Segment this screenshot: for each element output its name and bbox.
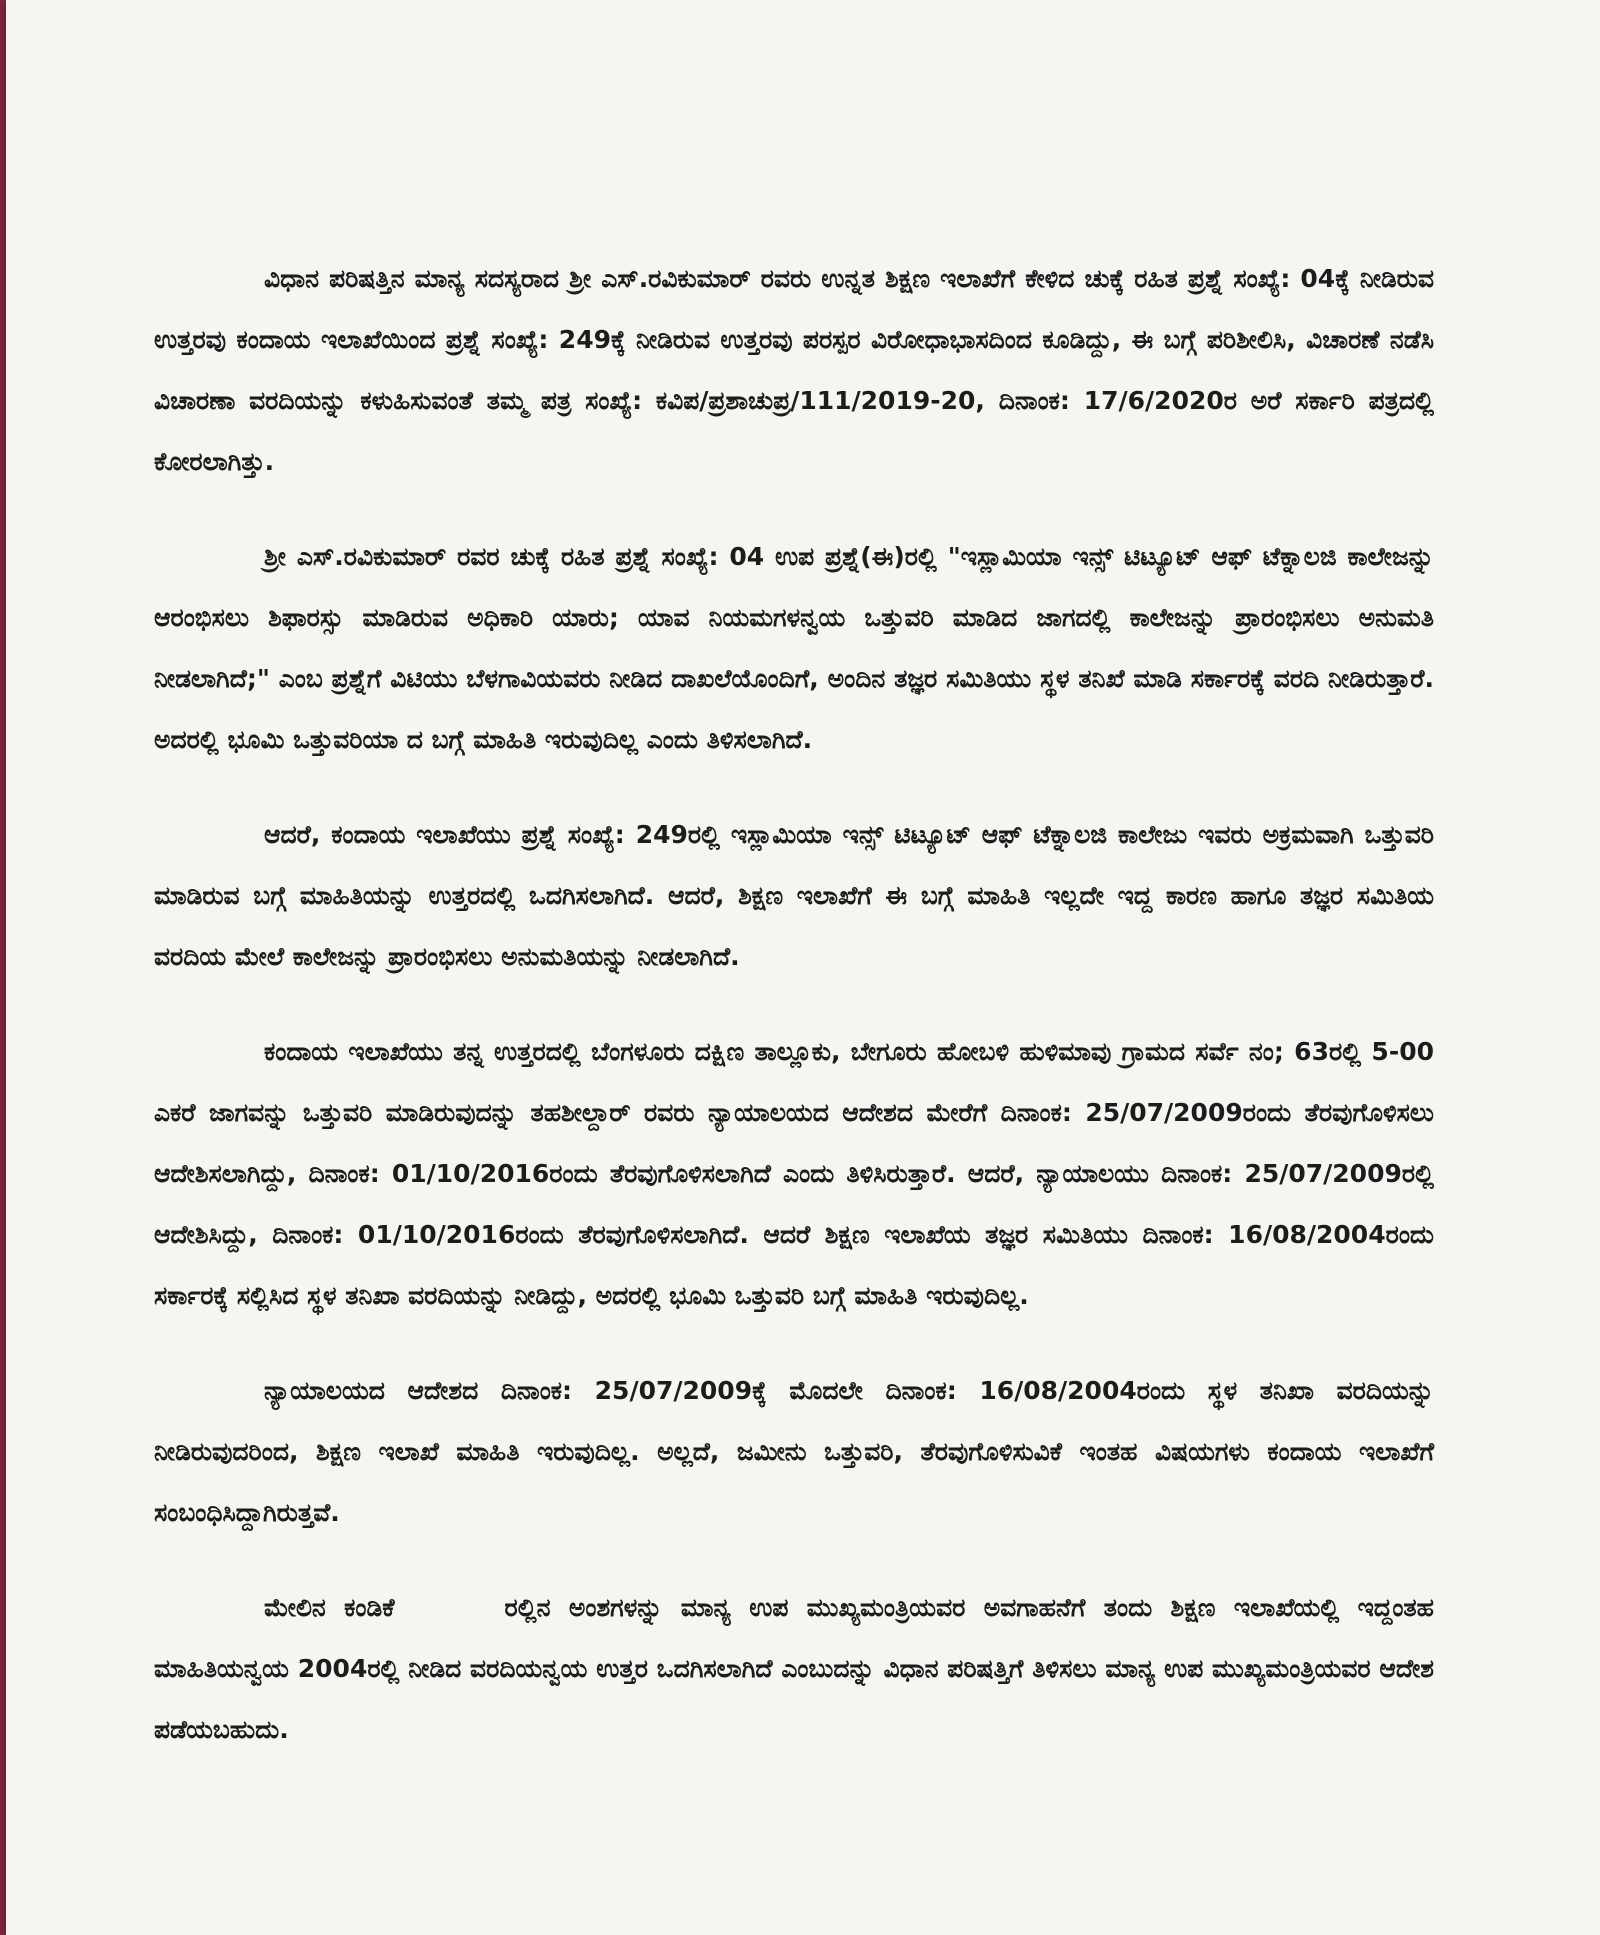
- paragraph-6-rest: ರಲ್ಲಿನ ಅಂಶಗಳನ್ನು ಮಾನ್ಯ ಉಪ ಮುಖ್ಯಮಂತ್ರಿಯವರ ಅವಗಾಹನೆಗೆ ತಂದು ಶಿಕ್ಷಣ ಇಲಾಖೆಯಲ್ಲಿ ಇದ್ದಂತಹ ಮಾಹಿತಿಯನ್ವಯ 2004ರಲ್ಲಿ ನೀಡಿದ ವರದಿಯನ್ವಯ ಉತ್ತರ ಒದಗಿಸಲಾಗಿದೆ ಎಂಬುದನ್ನು ವಿಧಾನ ಪರಿಷತ್ತಿಗೆ ತಿಳಿಸಲು ಮಾನ್ಯ ಉಪ ಮುಖ್ಯಮಂತ್ರಿಯವರ ಆದೇಶ ಪಡೆಯಬಹುದು.: [154, 1593, 1434, 1744]
- paragraph-2: ಶ್ರೀ ಎಸ್.ರವಿಕುಮಾರ್ ರವರ ಚುಕ್ಕೆ ರಹಿತ ಪ್ರಶ್ನೆ ಸಂಖ್ಯೆ: 04 ಉಪ ಪ್ರಶ್ನೆ(ಈ)ರಲ್ಲಿ "ಇಸ್ಲಾಮಿಯಾ ಇನ್ಸ್ ಟಿಟ್ಯೂಟ್ ಆಫ್ ಟೆಕ್ನಾಲಜಿ ಕಾಲೇಜನ್ನು ಆರಂಭಿಸಲು ಶಿಫಾರಸ್ಸು ಮಾಡಿರುವ ಅಧಿಕಾರಿ ಯಾರು; ಯಾವ ನಿಯಮಗಳನ್ವಯ ಒತ್ತುವರಿ ಮಾಡಿದ ಜಾಗದಲ್ಲಿ ಕಾಲೇಜನ್ನು ಪ್ರಾರಂಭಿಸಲು ಅನುಮತಿ ನೀಡಲಾಗಿದೆ;" ಎಂಬ ಪ್ರಶ್ನೆಗೆ ವಿಟಿಯು ಬೆಳಗಾವಿಯವರು ನೀಡಿದ ದಾಖಲೆಯೊಂದಿಗೆ, ಅಂದಿನ ತಜ್ಞರ ಸಮಿತಿಯು ಸ್ಥಳ ತನಿಖೆ ಮಾಡಿ ಸರ್ಕಾರಕ್ಕೆ ವರದಿ ನೀಡಿರುತ್ತಾರೆ. ಅದರಲ್ಲಿ ಭೂಮಿ ಒತ್ತುವರಿಯಾ ದ ಬಗ್ಗೆ ಮಾಹಿತಿ ಇರುವುದಿಲ್ಲ ಎಂದು ತಿಳಿಸಲಾಗಿದೆ.: [154, 542, 1434, 754]
- paragraph-4: ಕಂದಾಯ ಇಲಾಖೆಯು ತನ್ನ ಉತ್ತರದಲ್ಲಿ ಬೆಂಗಳೂರು ದಕ್ಷಿಣ ತಾಲ್ಲೂಕು, ಬೇಗೂರು ಹೋಬಳಿ ಹುಳಿಮಾವು ಗ್ರಾಮದ ಸರ್ವೆ ನಂ; 63ರಲ್ಲಿ 5-00 ಎಕರೆ ಜಾಗವನ್ನು ಒತ್ತುವರಿ ಮಾಡಿರುವುದನ್ನು ತಹಶೀಲ್ದಾರ್ ರವರು ನ್ಯಾಯಾಲಯದ ಆದೇಶದ ಮೇರೆಗೆ ದಿನಾಂಕ: 25/07/2009ರಂದು ತೆರವುಗೊಳಿಸಲು ಆದೇಶಿಸಲಾಗಿದ್ದು, ದಿನಾಂಕ: 01/10/2016ರಂದು ತೆರವುಗೊಳಿಸಲಾಗಿದೆ ಎಂದು ತಿಳಿಸಿರುತ್ತಾರೆ. ಆದರೆ, ನ್ಯಾಯಾಲಯು ದಿನಾಂಕ: 25/07/2009ರಲ್ಲಿ ಆದೇಶಿಸಿದ್ದು, ದಿನಾಂಕ: 01/10/2016ರಂದು ತೆರವುಗೊಳಿಸಲಾಗಿದೆ. ಆದರೆ ಶಿಕ್ಷಣ ಇಲಾಖೆಯ ತಜ್ಞರ ಸಮಿತಿಯು ದಿನಾಂಕ: 16/08/2004ರಂದು ಸರ್ಕಾರಕ್ಕೆ ಸಲ್ಲಿಸಿದ ಸ್ಥಳ ತನಿಖಾ ವರದಿಯನ್ನು ನೀಡಿದ್ದು, ಅದರಲ್ಲಿ ಭೂಮಿ ಒತ್ತುವರಿ ಬಗ್ಗೆ ಮಾಹಿತಿ ಇರುವುದಿಲ್ಲ.: [154, 1037, 1434, 1310]
- paragraph-1: ವಿಧಾನ ಪರಿಷತ್ತಿನ ಮಾನ್ಯ ಸದಸ್ಯರಾದ ಶ್ರೀ ಎಸ್.ರವಿಕುಮಾರ್ ರವರು ಉನ್ನತ ಶಿಕ್ಷಣ ಇಲಾಖೆಗೆ ಕೇಳಿದ ಚುಕ್ಕೆ ರಹಿತ ಪ್ರಶ್ನೆ ಸಂಖ್ಯೆ: 04ಕ್ಕೆ ನೀಡಿರುವ ಉತ್ತರವು ಕಂದಾಯ ಇಲಾಖೆಯಿಂದ ಪ್ರಶ್ನೆ ಸಂಖ್ಯೆ: 249ಕ್ಕೆ ನೀಡಿರುವ ಉತ್ತರವು ಪರಸ್ಪರ ವಿರೋಧಾಭಾಸದಿಂದ ಕೂಡಿದ್ದು, ಈ ಬಗ್ಗೆ ಪರಿಶೀಲಿಸಿ, ವಿಚಾರಣೆ ನಡೆಸಿ ವಿಚಾರಣಾ ವರದಿಯನ್ನು ಕಳುಹಿಸುವಂತೆ ತಮ್ಮ ಪತ್ರ ಸಂಖ್ಯೆ: ಕವಿಪ/ಪ್ರಶಾಚುಪ್ರ/111/2019-20, ದಿನಾಂಕ: 17/6/2020ರ ಅರೆ ಸರ್ಕಾರಿ ಪತ್ರದಲ್ಲಿ ಕೋರಲಾಗಿತ್ತು.: [154, 264, 1434, 476]
- document-body: [154, 248, 1434, 1760]
- paragraph-6: [154, 1577, 1434, 1760]
- paragraph-6-lead: ಮೇಲಿನ ಕಂಡಿಕೆ: [264, 1593, 395, 1622]
- paragraph-5: ನ್ಯಾಯಾಲಯದ ಆದೇಶದ ದಿನಾಂಕ: 25/07/2009ಕ್ಕೆ ಮೊದಲೇ ದಿನಾಂಕ: 16/08/2004ರಂದು ಸ್ಥಳ ತನಿಖಾ ವರದಿಯನ್ನು ನೀಡಿರುವುದರಿಂದ, ಶಿಕ್ಷಣ ಇಲಾಖೆ ಮಾಹಿತಿ ಇರುವುದಿಲ್ಲ. ಅಲ್ಲದೆ, ಜಮೀನು ಒತ್ತುವರಿ, ತೆರವುಗೊಳಿಸುವಿಕೆ ಇಂತಹ ವಿಷಯಗಳು ಕಂದಾಯ ಇಲಾಖೆಗೆ ಸಂಬಂಧಿಸಿದ್ದಾಗಿರುತ್ತವೆ.: [154, 1376, 1434, 1527]
- document-page: [6, 0, 1600, 1935]
- paragraph-3: ಆದರೆ, ಕಂದಾಯ ಇಲಾಖೆಯು ಪ್ರಶ್ನೆ ಸಂಖ್ಯೆ: 249ರಲ್ಲಿ ಇಸ್ಲಾಮಿಯಾ ಇನ್ಸ್ ಟಿಟ್ಯೂಟ್ ಆಫ್ ಟೆಕ್ನಾಲಜಿ ಕಾಲೇಜು ಇವರು ಅಕ್ರಮವಾಗಿ ಒತ್ತುವರಿ ಮಾಡಿರುವ ಬಗ್ಗೆ ಮಾಹಿತಿಯನ್ನು ಉತ್ತರದಲ್ಲಿ ಒದಗಿಸಲಾಗಿದೆ. ಆದರೆ, ಶಿಕ್ಷಣ ಇಲಾಖೆಗೆ ಈ ಬಗ್ಗೆ ಮಾಹಿತಿ ಇಲ್ಲದೇ ಇದ್ದ ಕಾರಣ ಹಾಗೂ ತಜ್ಞರ ಸಮಿತಿಯ ವರದಿಯ ಮೇಲೆ ಕಾಲೇಜನ್ನು ಪ್ರಾರಂಭಿಸಲು ಅನುಮತಿಯನ್ನು ನೀಡಲಾಗಿದೆ.: [154, 820, 1434, 971]
